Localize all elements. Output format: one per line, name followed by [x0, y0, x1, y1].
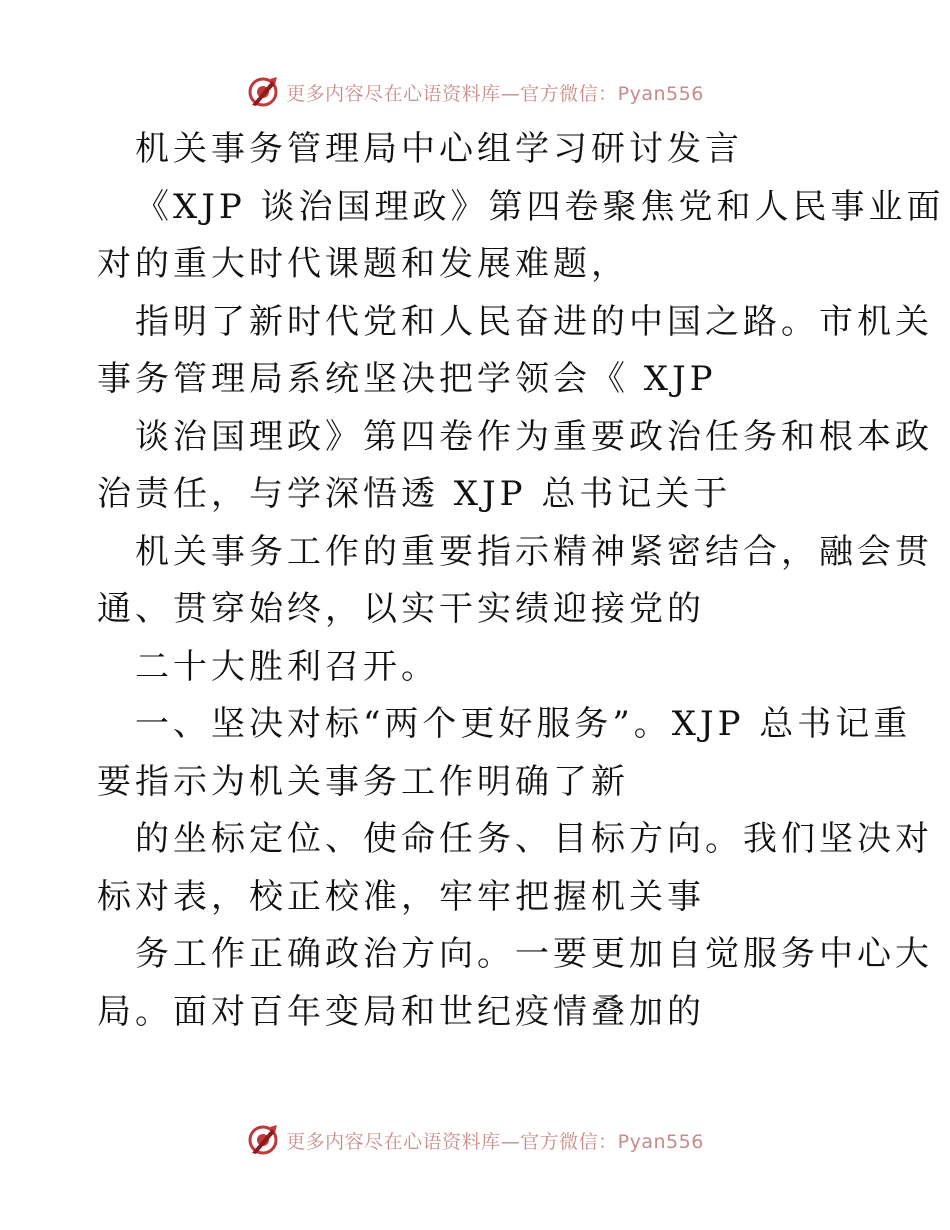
text-line: 事务管理局系统坚决把学领会《 XJP	[97, 359, 717, 399]
quill-logo-icon	[246, 1123, 280, 1157]
text-line: 对的重大时代课题和发展难题，	[97, 244, 629, 284]
text-line: 谈治国理政》第四卷作为重要政治任务和根本政	[135, 416, 933, 457]
text-line: 标对表，校正校准，牢牢把握机关事	[97, 876, 705, 917]
text-line: 二十大胜利召开。	[135, 646, 439, 687]
text-line: 一、坚决对标“两个更好服务”。XJP 总书记重	[135, 704, 912, 744]
watermark-footer	[0, 1120, 950, 1160]
text-line: 要指示为机关事务工作明确了新	[97, 761, 629, 802]
text-line: 机关事务管理局中心组学习研讨发言	[135, 129, 743, 169]
text-line: 指明了新时代党和人民奋进的中国之路。市机关	[135, 301, 933, 342]
text-line: 《XJP 谈治国理政》第四卷聚焦党和人民事业面	[135, 186, 945, 227]
text-line: 务工作正确政治方向。一要更加自觉服务中心大	[135, 934, 933, 974]
document-body	[97, 121, 945, 1041]
text-line: 机关事务工作的重要指示精神紧密结合，融会贯	[135, 531, 933, 572]
text-line: 的坐标定位、使命任务、目标方向。我们坚决对	[135, 819, 933, 859]
quill-logo-icon	[246, 75, 280, 109]
text-line: 局。面对百年变局和世纪疫情叠加的	[97, 991, 705, 1032]
watermark-text: 更多内容尽在心语资料库—官方微信：Pyan556	[286, 82, 704, 105]
watermark-text: 更多内容尽在心语资料库—官方微信：Pyan556	[286, 1130, 704, 1153]
text-line: 治责任，与学深悟透 XJP 总书记关于	[97, 474, 732, 514]
watermark-header	[0, 72, 950, 112]
text-line: 通、贯穿始终，以实干实绩迎接党的	[97, 589, 705, 629]
